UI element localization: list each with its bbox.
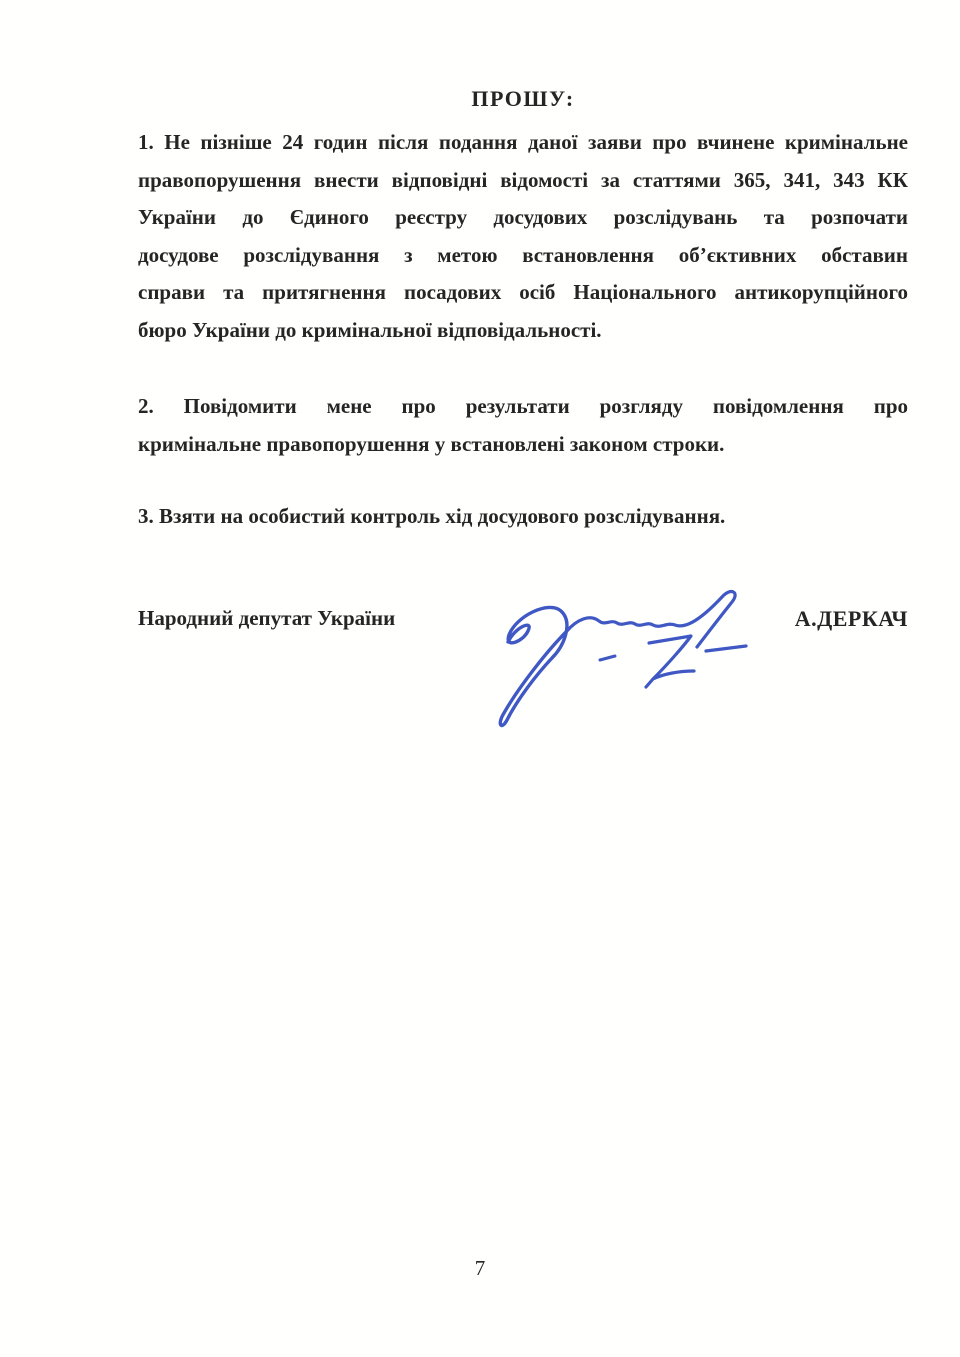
- paragraph-line: України до Єдиного реєстру досудових розслідувань та розпочати: [138, 205, 908, 229]
- paragraph-line: кримінальне правопорушення у встановлені законом строки.: [138, 431, 725, 456]
- request-heading: ПРОШУ:: [471, 86, 575, 111]
- paragraph-2: [138, 388, 908, 463]
- signature-stroke-main: [500, 607, 567, 725]
- paragraph-line: 3. Взяти на особистий контроль хід досудового розслідування.: [138, 504, 726, 528]
- paragraph-3: [138, 498, 908, 536]
- page-number: 7: [474, 1256, 486, 1280]
- paragraph-line: бюро України до кримінальної відповідальності.: [138, 317, 602, 342]
- paragraph-line: 2. Повідомити мене про результати розгляду повідомлення про: [138, 394, 908, 418]
- paragraph-1: [138, 124, 908, 349]
- signature-stroke-dash-small: [600, 656, 615, 660]
- paragraph-line: досудове розслідування з метою встановлення об’єктивних обставин: [138, 242, 908, 267]
- signatory-name: А.ДЕРКАЧ: [794, 606, 908, 631]
- paragraph-line: 1. Не пізніше 24 годин після подання даної заяви про вчинене кримінальне: [138, 130, 908, 154]
- paragraph-line: правопорушення внести відповідні відомості за статтями 365, 341, 343 КК: [138, 167, 908, 192]
- signature-stroke-seven: [646, 636, 694, 687]
- paragraph-line: справи та притягнення посадових осіб Національного антикорупційного: [138, 280, 908, 304]
- signature-stroke-wave: [566, 592, 735, 647]
- signature-stroke-dash-right: [706, 646, 746, 651]
- signatory-position-title: Народний депутат України: [138, 606, 396, 630]
- handwritten-signature-ink: [452, 568, 764, 750]
